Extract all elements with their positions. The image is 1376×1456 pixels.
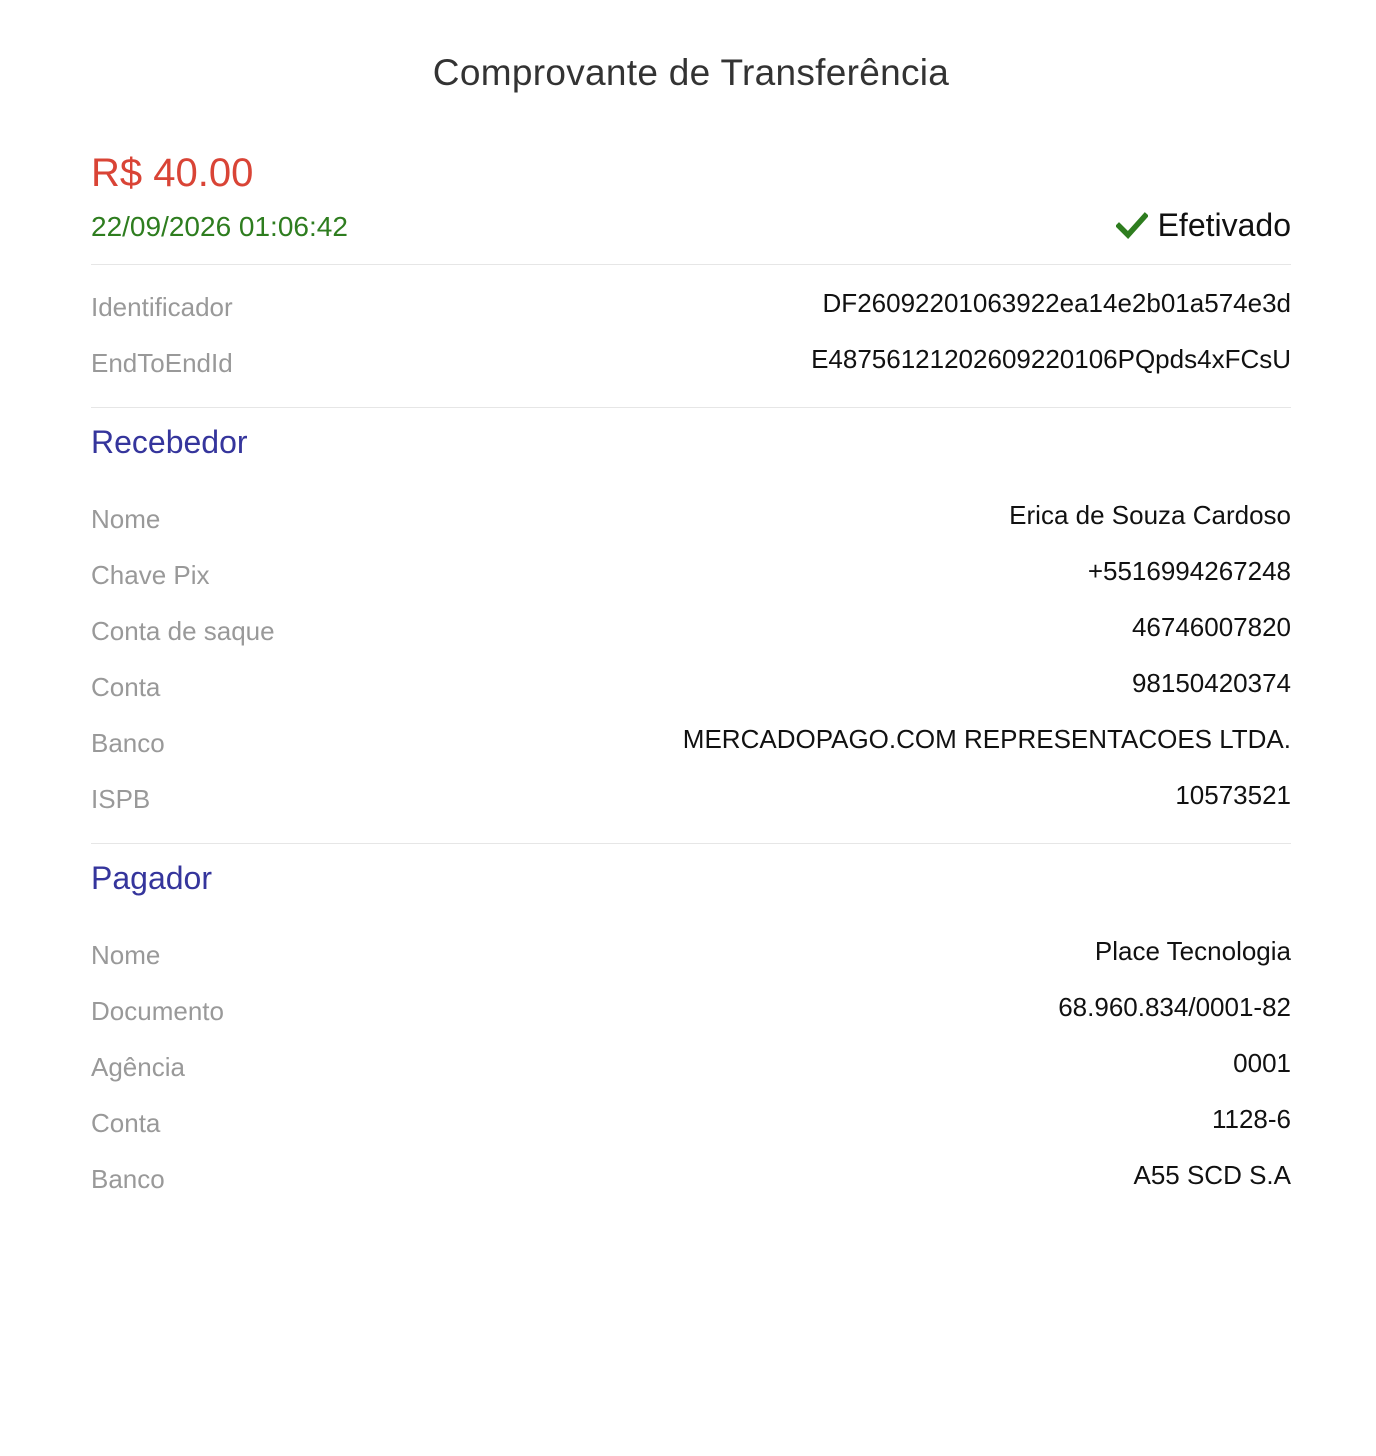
- row-label: Conta: [91, 1108, 161, 1138]
- row-value: A55 SCD S.A: [1133, 1160, 1291, 1190]
- section-title-payer: Pagador: [91, 860, 212, 896]
- status-label: Efetivado: [1157, 207, 1291, 243]
- row-label: Conta: [91, 672, 161, 702]
- row-label: Identificador: [91, 292, 233, 322]
- receiver-row-banco: [91, 722, 1291, 762]
- row-label: Conta de saque: [91, 616, 275, 646]
- row-label: Banco: [91, 1164, 165, 1194]
- payer-row-documento: [91, 990, 1291, 1030]
- row-value: 46746007820: [1131, 612, 1291, 642]
- status-badge: [1116, 205, 1291, 245]
- transfer-amount: R$ 40.00: [91, 151, 254, 195]
- payer-row-conta: [91, 1102, 1291, 1142]
- row-value: 98150420374: [1131, 668, 1291, 698]
- divider: [91, 264, 1291, 265]
- receiver-row-conta-de-saque: [91, 610, 1291, 650]
- row-label: Documento: [91, 996, 224, 1026]
- receiver-row-ispb: [91, 778, 1291, 818]
- row-label: EndToEndId: [91, 348, 233, 378]
- info-row-endtoendid: [91, 342, 1291, 382]
- row-value: 68.960.834/0001-82: [1058, 992, 1291, 1022]
- row-value: +5516994267248: [1087, 556, 1291, 586]
- receiver-row-conta: [91, 666, 1291, 706]
- row-label: Nome: [91, 940, 161, 970]
- transfer-datetime: 22/09/2026 01:06:42: [91, 211, 348, 242]
- divider: [91, 843, 1291, 844]
- receiver-row-chave-pix: [91, 554, 1291, 594]
- check-icon: [1116, 211, 1148, 239]
- row-value: E48756121202609220106PQpds4xFCsU: [811, 344, 1291, 374]
- row-value: 1128-6: [1211, 1104, 1291, 1134]
- receiver-row-nome: [91, 498, 1291, 538]
- row-value: 0001: [1233, 1048, 1291, 1078]
- row-label: Agência: [91, 1052, 185, 1082]
- row-value: MERCADOPAGO.COM REPRESENTACOES LTDA.: [682, 724, 1291, 754]
- payer-row-agencia: [91, 1046, 1291, 1086]
- payer-row-banco: [91, 1158, 1291, 1198]
- payer-row-nome: [91, 934, 1291, 974]
- row-label: Nome: [91, 504, 161, 534]
- row-label: Banco: [91, 728, 165, 758]
- row-label: Chave Pix: [91, 560, 210, 590]
- page-title: Comprovante de Transferência: [432, 52, 950, 93]
- row-value: Place Tecnologia: [1094, 936, 1291, 966]
- row-value: DF26092201063922ea14e2b01a574e3d: [822, 288, 1291, 318]
- row-value: Erica de Souza Cardoso: [1009, 500, 1291, 530]
- info-row-identificador: [91, 286, 1291, 326]
- row-value: 10573521: [1175, 780, 1291, 810]
- row-label: ISPB: [91, 784, 151, 814]
- divider: [91, 407, 1291, 408]
- section-title-receiver: Recebedor: [91, 424, 248, 460]
